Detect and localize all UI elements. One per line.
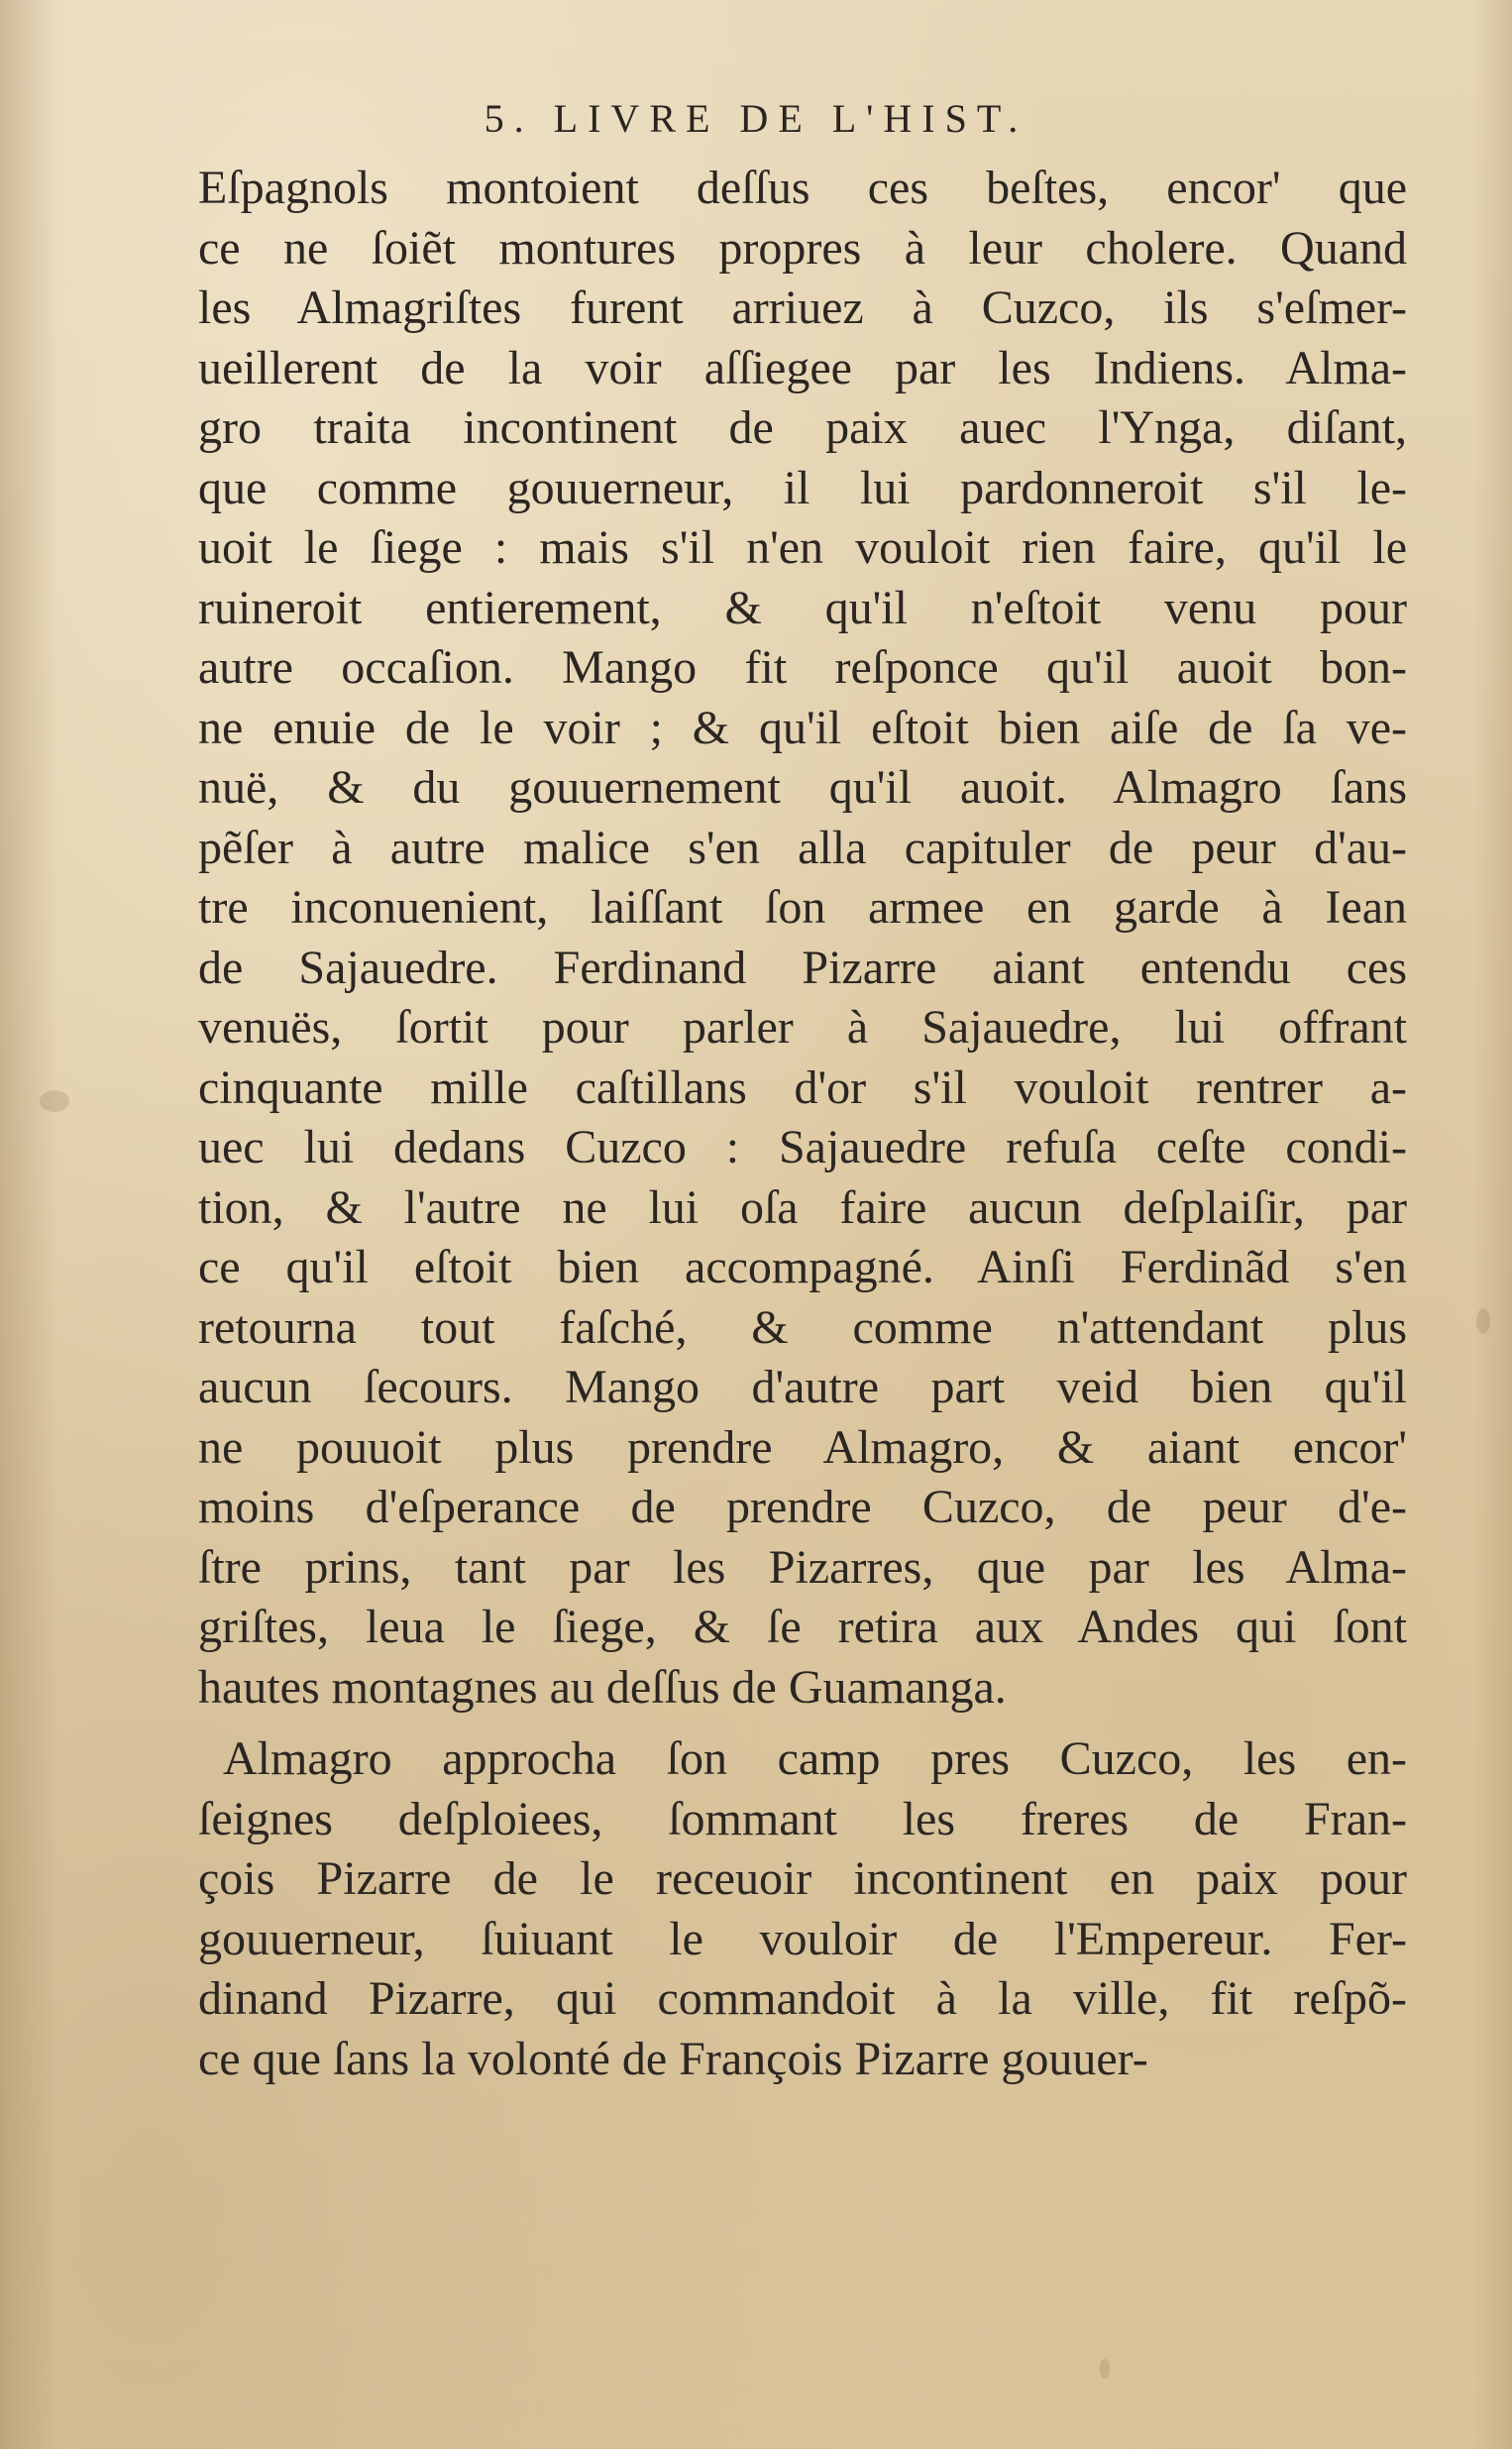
text-line: de Sajauedre. Ferdinand Pizarre aiant entendu ces (198, 941, 1407, 994)
text-line: ce qu'il eſtoit bien accompagné. Ainſi Ferdinãd s'en (198, 1241, 1407, 1293)
text-line: ne pouuoit plus prendre Almagro, & aiant encor' (198, 1420, 1407, 1474)
text-line: dinand Pizarre, qui commandoit à la ville, fit reſpõ- (198, 1972, 1407, 2025)
text-line: moins d'eſperance de prendre Cuzco, de peur d'e- (198, 1481, 1407, 1533)
text-line: retourna tout faſché, & comme n'attendant plus (198, 1300, 1407, 1354)
text-line: ruineroit entierement, & qu'il n'eſtoit venu pour (198, 581, 1407, 634)
body-text (198, 159, 1407, 2089)
text-line: hautes montagnes au deſſus de Guamanga. (198, 1660, 1007, 1714)
text-line: nuë, & du gouuernement qu'il auoit. Almagro ſans (198, 761, 1407, 814)
page-shadow-left (0, 0, 59, 2449)
text-line: çois Pizarre de le receuoir incontinent en paix pour (198, 1852, 1407, 1905)
paragraph-gap (198, 1718, 1407, 1729)
paragraph (198, 1729, 1407, 2089)
page-shadow-right (1472, 0, 1512, 2449)
text-line: tion, & l'autre ne lui oſa faire aucun deſplaiſir, par (198, 1180, 1407, 1234)
text-line: ſeignes deſploiees, ſommant les freres de Fran- (198, 1792, 1407, 1845)
text-line: uec lui dedans Cuzco : Sajauedre refuſa ceſte condi- (198, 1121, 1407, 1173)
text-line: uoit le ſiege : mais s'il n'en vouloit rien faire, qu'il le (198, 521, 1407, 574)
text-line: ſtre prins, tant par les Pizarres, que par les Alma- (198, 1540, 1407, 1594)
paper-stain (1476, 1308, 1490, 1334)
text-line: les Almagriſtes furent arriuez à Cuzco, ils s'eſmer- (198, 281, 1407, 334)
text-line: aucun ſecours. Mango d'autre part veid bien qu'il (198, 1361, 1407, 1413)
text-line: ne enuie de le voir ; & qu'il eſtoit bien aiſe de ſa ve- (198, 701, 1407, 754)
text-line: Almagro approcha ſon camp pres Cuzco, les en- (223, 1732, 1407, 1785)
text-line: tre inconuenient, laiſſant ſon armee en garde à Iean (198, 881, 1407, 934)
text-line: ce que ſans la volonté de François Pizarre gouuer- (198, 2032, 1148, 2085)
text-line: griſtes, leua le ſiege, & ſe retira aux Andes qui ſont (198, 1601, 1407, 1653)
running-head: 5. LIVRE DE L'HIST. (484, 96, 1028, 141)
paragraph (198, 159, 1407, 1718)
text-line: autre occaſion. Mango fit reſponce qu'il auoit bon- (198, 641, 1407, 694)
text-line: que comme gouuerneur, il lui pardonneroit s'il le- (198, 461, 1407, 514)
text-line: venuës, ſortit pour parler à Sajauedre, lui offrant (198, 1001, 1407, 1054)
text-line: Eſpagnols montoient deſſus ces beſtes, encor' que (198, 162, 1407, 214)
text-line: gro traita incontinent de paix auec l'Ynga, diſant, (198, 401, 1407, 454)
text-line: ce ne ſoiẽt montures propres à leur cholere. Quand (198, 221, 1407, 275)
text-line: gouuerneur, ſuiuant le vouloir de l'Empereur. Fer- (198, 1912, 1407, 1965)
text-line: pẽſer à autre malice s'en alla capituler de peur d'au- (198, 821, 1407, 874)
paper-stain (1100, 2359, 1110, 2379)
text-line: ueillerent de la voir aſſiegee par les Indiens. Alma- (198, 341, 1407, 394)
paper-stain (40, 1090, 69, 1112)
text-line: cinquante mille caſtillans d'or s'il vouloit rentrer a- (198, 1060, 1407, 1114)
